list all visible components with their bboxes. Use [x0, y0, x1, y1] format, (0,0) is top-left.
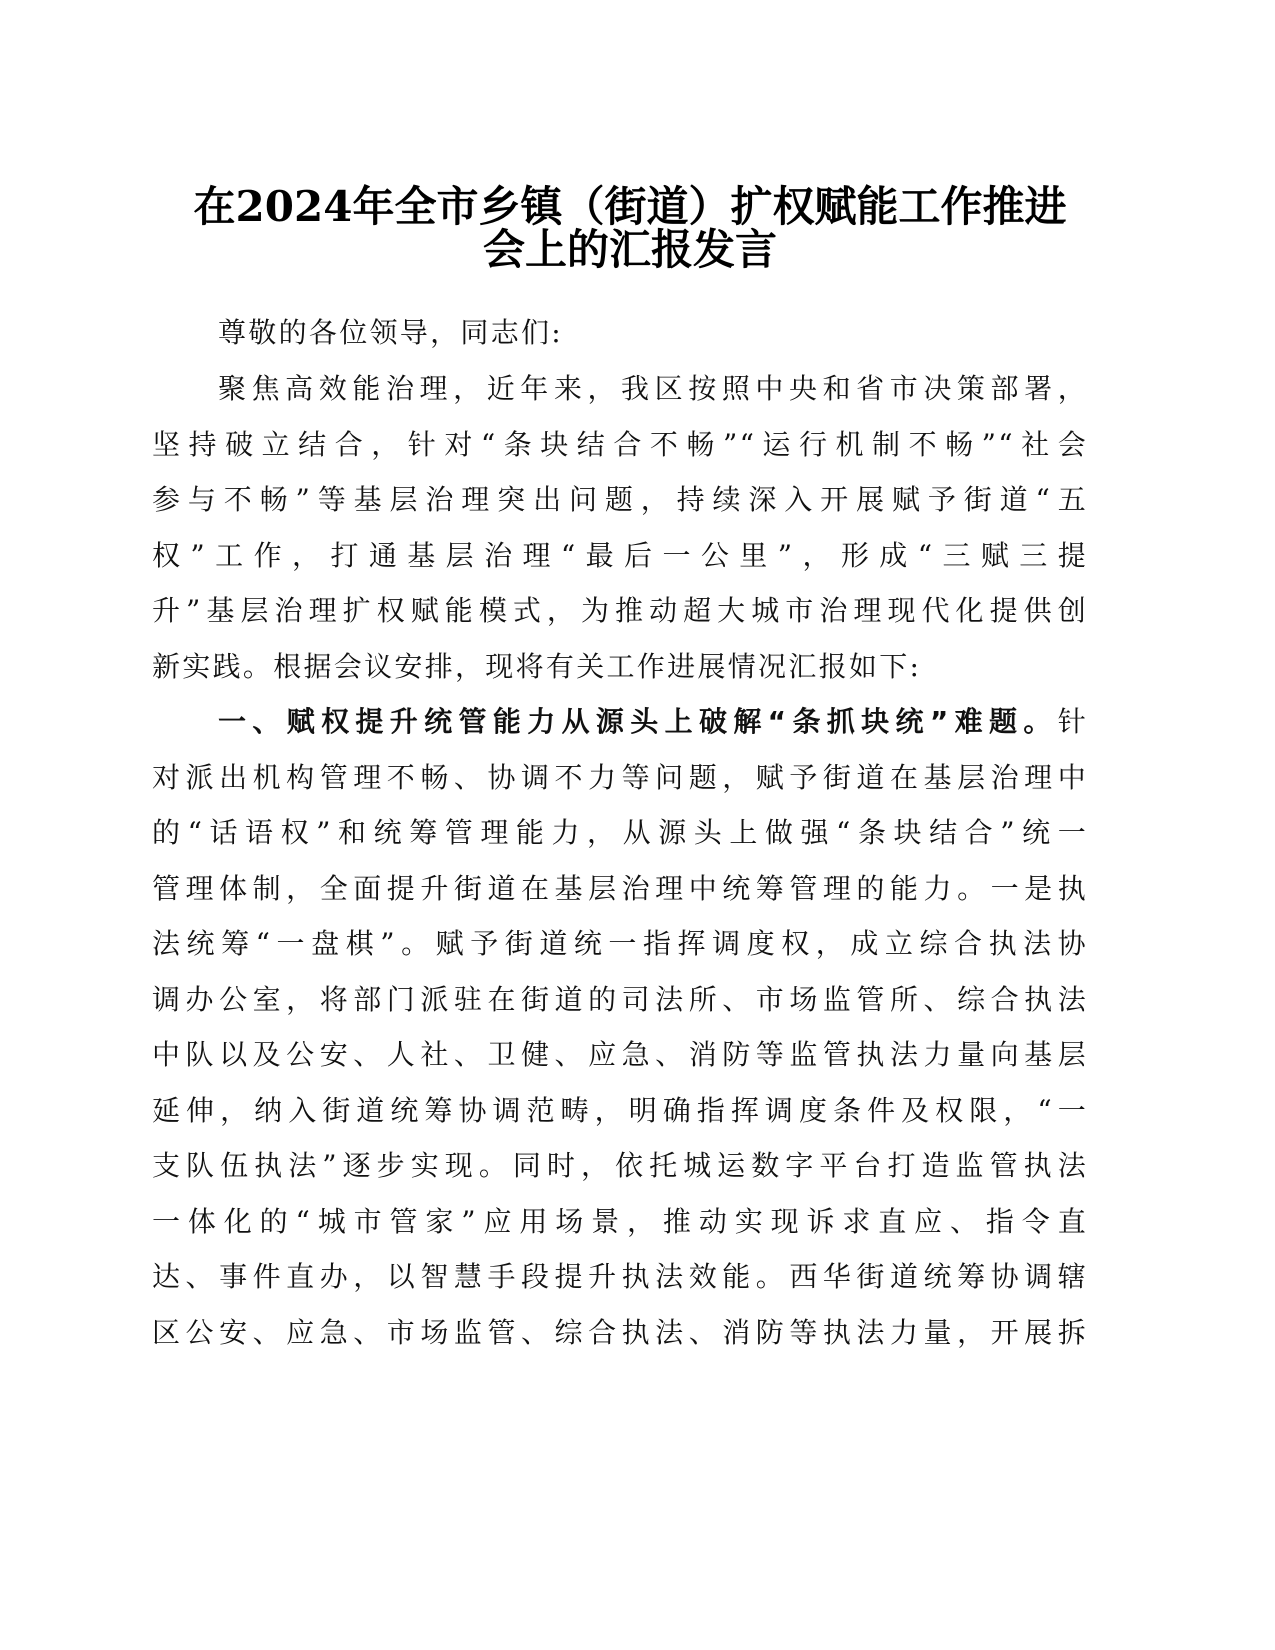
body-line: 延伸，纳入街道统筹协调范畴，明确指挥调度条件及权限，“一	[152, 1094, 1088, 1127]
section-1-heading-tail: 针	[1057, 705, 1088, 738]
intro-line: 新实践。根据会议安排，现将有关工作进展情况汇报如下:	[152, 650, 922, 683]
body-line: 的“话语权”和统筹管理能力，从源头上做强“条块结合”统一	[152, 816, 1088, 849]
salutation: 尊敬的各位领导，同志们:	[218, 316, 564, 349]
body-line: 支队伍执法”逐步实现。同时，依托城运数字平台打造监管执法	[152, 1149, 1088, 1182]
intro-line: 参与不畅”等基层治理突出问题，持续深入开展赋予街道“五	[152, 483, 1088, 516]
body-line: 法统筹“一盘棋”。赋予街道统一指挥调度权，成立综合执法协	[152, 927, 1088, 960]
section-1-heading: 一、赋权提升统管能力从源头上破解“条抓块统”难题。	[218, 705, 1058, 738]
body-line: 对派出机构管理不畅、协调不力等问题，赋予街道在基层治理中	[152, 761, 1088, 794]
intro-line: 聚焦高效能治理，近年来，我区按照中央和省市决策部署，	[218, 372, 1088, 405]
body-line: 管理体制，全面提升街道在基层治理中统筹管理的能力。一是执	[152, 872, 1088, 905]
section-1-heading-line	[218, 694, 1088, 750]
body-line: 一体化的“城市管家”应用场景，推动实现诉求直应、指令直	[152, 1205, 1088, 1238]
body-line: 中队以及公安、人社、卫健、应急、消防等监管执法力量向基层	[152, 1038, 1088, 1071]
intro-line: 升”基层治理扩权赋能模式，为推动超大城市治理现代化提供创	[152, 594, 1088, 627]
body-line: 区公安、应急、市场监管、综合执法、消防等执法力量，开展拆	[152, 1316, 1088, 1349]
document-title-line-1: 在2024年全市乡镇（街道）扩权赋能工作推进	[193, 182, 1067, 231]
intro-line: 坚持破立结合，针对“条块结合不畅”“运行机制不畅”“社会	[152, 428, 1088, 461]
body-line: 调办公室，将部门派驻在街道的司法所、市场监管所、综合执法	[152, 983, 1088, 1016]
body-line: 达、事件直办，以智慧手段提升执法效能。西华街道统筹协调辖	[152, 1260, 1088, 1293]
intro-line: 权”工作，打通基层治理“最后一公里”，形成“三赋三提	[152, 539, 1088, 572]
document-title-line-2: 会上的汇报发言	[482, 225, 777, 274]
